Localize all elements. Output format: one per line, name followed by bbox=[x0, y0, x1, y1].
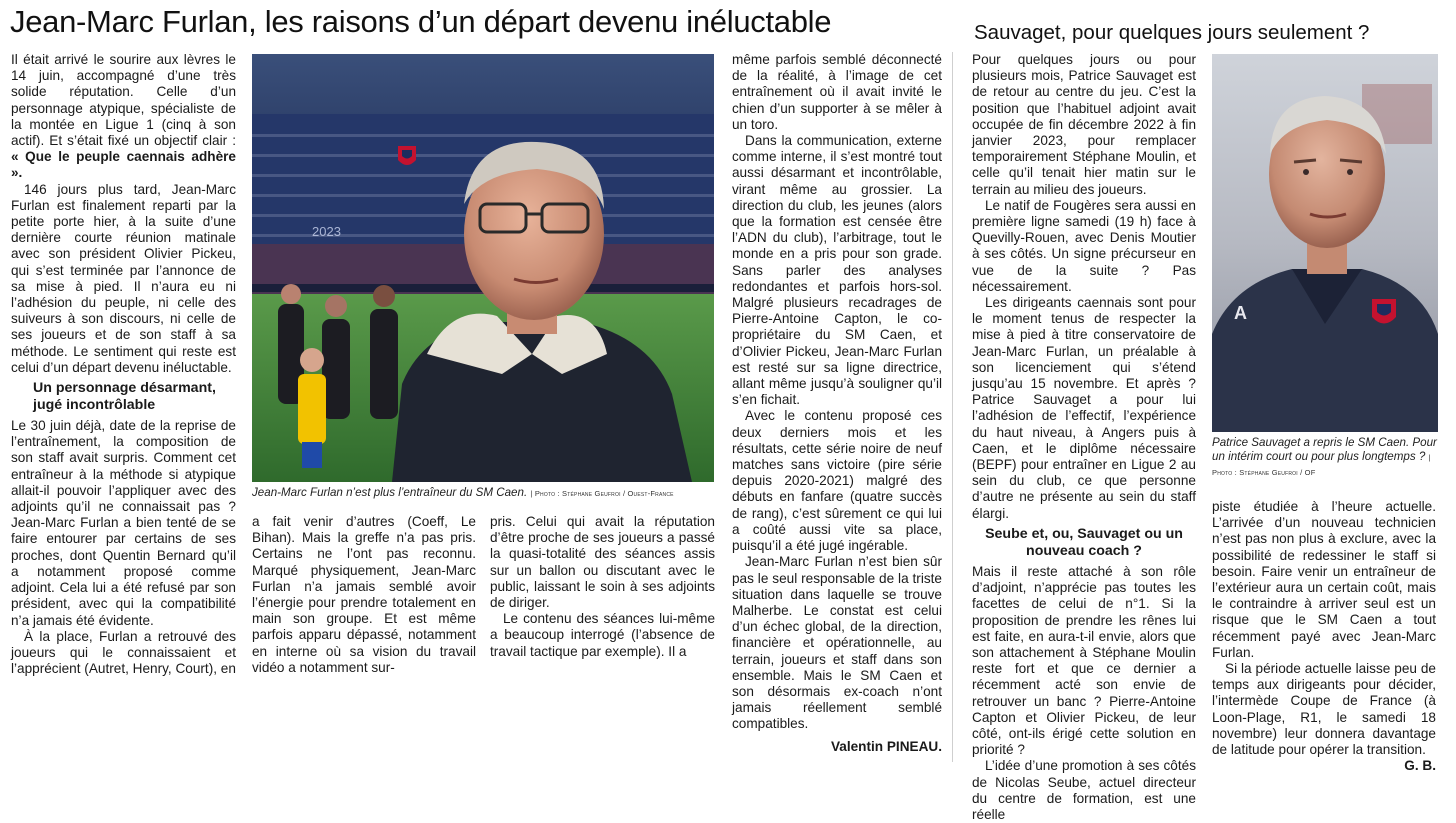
article-column-3 bbox=[490, 514, 715, 660]
main-photo-caption bbox=[252, 486, 722, 501]
side-photo bbox=[1212, 54, 1438, 432]
photo-credit: | Photo : Stéphane Geufroi / OF bbox=[1212, 453, 1431, 477]
paragraph: a fait venir d’autres (Coeff, Le Bihan). Mais la greffe n’a pas pris. Certains ne l’ont pas reconnu. Marqué physiquement, Jean-Marc Furlan n’a jamais semblé avoir l’énergie pour prendre totalement en main son groupe. Et est même parfois apparu dépassé, notamment en interne où sa vision du travail vidéo a notamment sur- bbox=[252, 514, 476, 675]
paragraph: L’idée d’une promotion à ses côtés de Nicolas Seube, actuel directeur du centre de formation, est une réelle bbox=[972, 758, 1196, 822]
article-column-4 bbox=[732, 52, 942, 755]
paragraph: Avec le contenu proposé ces deux derniers mois et les résultats, cette série noire de neuf matches sans victoire (pire série depuis 2020-2021) malgré des débuts en fanfare (quatre succès de rang), c’est sûrement ce qui lui a coûté aussi vite sa place, puisqu’il a été jugé ingérable. bbox=[732, 408, 942, 554]
main-headline: Jean-Marc Furlan, les raisons d’un départ devenu inéluctable bbox=[10, 4, 832, 39]
caption-text: Jean-Marc Furlan n’est plus l’entraîneur du SM Caen. bbox=[252, 486, 528, 499]
subheading: Seube et, ou, Sauvaget ou un nouveau coach ? bbox=[985, 525, 1183, 559]
paragraph: même parfois semblé déconnecté de la réalité, à l’image de cet entraînement où il avait invité le chien d’un supporter à se mêler à un toro. bbox=[732, 52, 942, 132]
paragraph: Pour quelques jours ou pour plusieurs mois, Patrice Sauvaget est de retour au centre du jeu. C’est la position que l’habituel adjoint avait occupée de fin décembre 2022 à fin janvier 2023, pour remplacer temporairement Stéphane Moulin, et celle qu’il tenait hier matin sur le terrain au milieu des joueurs. bbox=[972, 52, 1196, 197]
portrait-photo-icon bbox=[252, 54, 714, 482]
paragraph: Le 30 juin déjà, date de la reprise de l’entraînement, la composition de son staff avait surpris. Comment cet entraîneur à la méthode si atypique allait-il pouvoir l’appliquer avec des adjoints qu’il ne connaissait pas ? Jean-Marc Furlan a bien tenté de se faire entourer par certains de ses proches, dont Quentin Bernard qu’il a notamment proposé comme adjoint. Cela lui a été refusé par son président, avec qui la compatibilité n’a jamais été évidente. bbox=[11, 418, 236, 628]
byline: Valentin PINEAU. bbox=[830, 738, 942, 754]
svg-text:A: A bbox=[1234, 303, 1247, 323]
side-headline: Sauvaget, pour quelques jours seulement ? bbox=[974, 21, 1370, 44]
portrait-photo-icon bbox=[1212, 54, 1438, 432]
side-column-1 bbox=[972, 52, 1196, 823]
side-column-2 bbox=[1212, 499, 1436, 774]
paragraph: pris. Celui qui avait la réputation d’être proche de ses joueurs a passé la quasi-totalité des séances assis sur un ballon ou discutant avec le public, laissant le soin à ses adjoints de diriger. bbox=[490, 514, 715, 611]
paragraph: Le contenu des séances lui-même a beaucoup interrogé (l’absence de travail tactique par exemple). Il a bbox=[490, 611, 715, 659]
paragraph: piste étudiée à l’heure actuelle. L’arrivée d’un nouveau technicien n’est pas non plus à exclure, avec la possibilité de redessiner le staff si besoin. Faire venir un entraîneur de l’extérieur aura un certain coût, mais le contraindre à arriver seul est un risque que le SM Caen a tout récemment payé avec Jean-Marc Furlan. bbox=[1212, 499, 1436, 660]
paragraph: Le natif de Fougères sera aussi en première ligne samedi (19 h) face à Quevilly-Rouen, avec Denis Moutier à ses côtés. Un signe précurseur en vue de la suite ? Pas nécessairement. bbox=[972, 197, 1196, 294]
photo-credit: | Photo : Stéphane Geufroi / Ouest-France bbox=[530, 489, 674, 498]
caption-text: Patrice Sauvaget a repris le SM Caen. Pour un intérim court ou pour plus longtemps ? bbox=[1212, 436, 1437, 463]
side-photo-caption bbox=[1212, 436, 1442, 480]
lead-text: Il était arrivé le sourire aux lèvres le 14 juin, accompagné d’une très solide réputation. Celle d’un personnage atypique, spécialiste de la montée en Ligue 1 (cinq à son actif). Et s’était fixé un objectif clair : bbox=[11, 52, 236, 149]
paragraph: À la place, Furlan a retrouvé des joueurs qui le connaissaient et l’apprécient (Autret, Henry, Court), en bbox=[11, 628, 236, 677]
paragraph: Jean-Marc Furlan n’est bien sûr pas le seul responsable de la triste situation dans laquelle se trouve Malherbe. Le constat est celui d’un échec global, de la direction, financière et opérationnelle, au terrain, joueurs et staff dans son ensemble. Mais le SM Caen et son désormais ex-coach n’ont jamais réellement semblé compatibles. bbox=[732, 554, 942, 732]
article-column-2 bbox=[252, 514, 476, 676]
paragraph: Les dirigeants caennais sont pour le moment tenus de respecter la mise à pied à titre conservatoire de Jean-Marc Furlan, un préalable à son licenciement qui s’étend jusqu’au 15 novembre. Et après ? Patrice Sauvaget a pour lui l’adhésion de l’effectif, l’expérience du haut niveau, à Angers puis à Caen, et le diplôme nécessaire (BEPF) pour entraîner en Ligue 2 au sein du club, ce que personne d’autre ne présente au sein du staff élargi. bbox=[972, 295, 1196, 521]
paragraph: Si la période actuelle laisse peu de temps aux dirigeants pour décider, l’intermède Coupe de France (à Loon-Plage, R1, le samedi 18 novembre) leur donnera davantage de latitude pour opérer la transition. bbox=[1212, 661, 1436, 758]
column-divider bbox=[952, 52, 953, 762]
svg-text:2023: 2023 bbox=[312, 224, 341, 239]
paragraph: Mais il reste attaché à son rôle d’adjoint, n’apprécie pas toutes les facettes de celui de n°1. Si la proposition de prendre les rênes lui est faite, en aura-t-il envie, alors que son attachement à Stéphane Moulin reste fort et que ce dernier a récemment acté son envie de retrouver un banc ? Pierre-Antoine Capton et Olivier Pickeu, de leur côté, ont-ils érigé cette solution en priorité ? bbox=[972, 563, 1196, 758]
subheading: Un personnage désarmant, jugé incontrôlable bbox=[33, 380, 216, 414]
article-column-1 bbox=[11, 52, 236, 677]
byline: G. B. bbox=[1404, 758, 1436, 774]
sm-caen-crest-icon bbox=[1372, 299, 1396, 324]
sm-caen-crest-icon bbox=[398, 146, 416, 165]
lead-quote: « Que le peuple caennais adhère ». bbox=[11, 149, 236, 181]
paragraph: Dans la communication, externe comme interne, il s’est montré tout aussi désarmant et incontrôlable, virant même au grossier. La direction du club, les jeunes (alors que la formation est censée être l’ADN du club), l’arbitrage, tout le monde en a pris pour son grade. Sans parler des analyses redondantes et parfois hors-sol. Malgré plusieurs recadrages de Pierre-Antoine Capton, le co-propriétaire du SM Caen, et d’Olivier Pickeu, Jean-Marc Furlan est resté sur sa ligne directrice, allant même jusqu’à souligner qu’il s’en fichait. bbox=[732, 133, 942, 408]
paragraph: 146 jours plus tard, Jean-Marc Furlan est finalement reparti par la petite porte hier, à la suite d’une dernière courte réunion matinale avec son président Olivier Pickeu, qui s’est terminée par l’annonce de sa mise à pied. Il n’aura eu ni l’adhésion du peuple, ni celle des suiveurs à son discours, ni celle de ses joueurs et de son staff à sa méthode. Le sentiment qui reste est celui d’un départ devenu inéluctable. bbox=[11, 181, 236, 375]
main-photo bbox=[252, 54, 714, 482]
